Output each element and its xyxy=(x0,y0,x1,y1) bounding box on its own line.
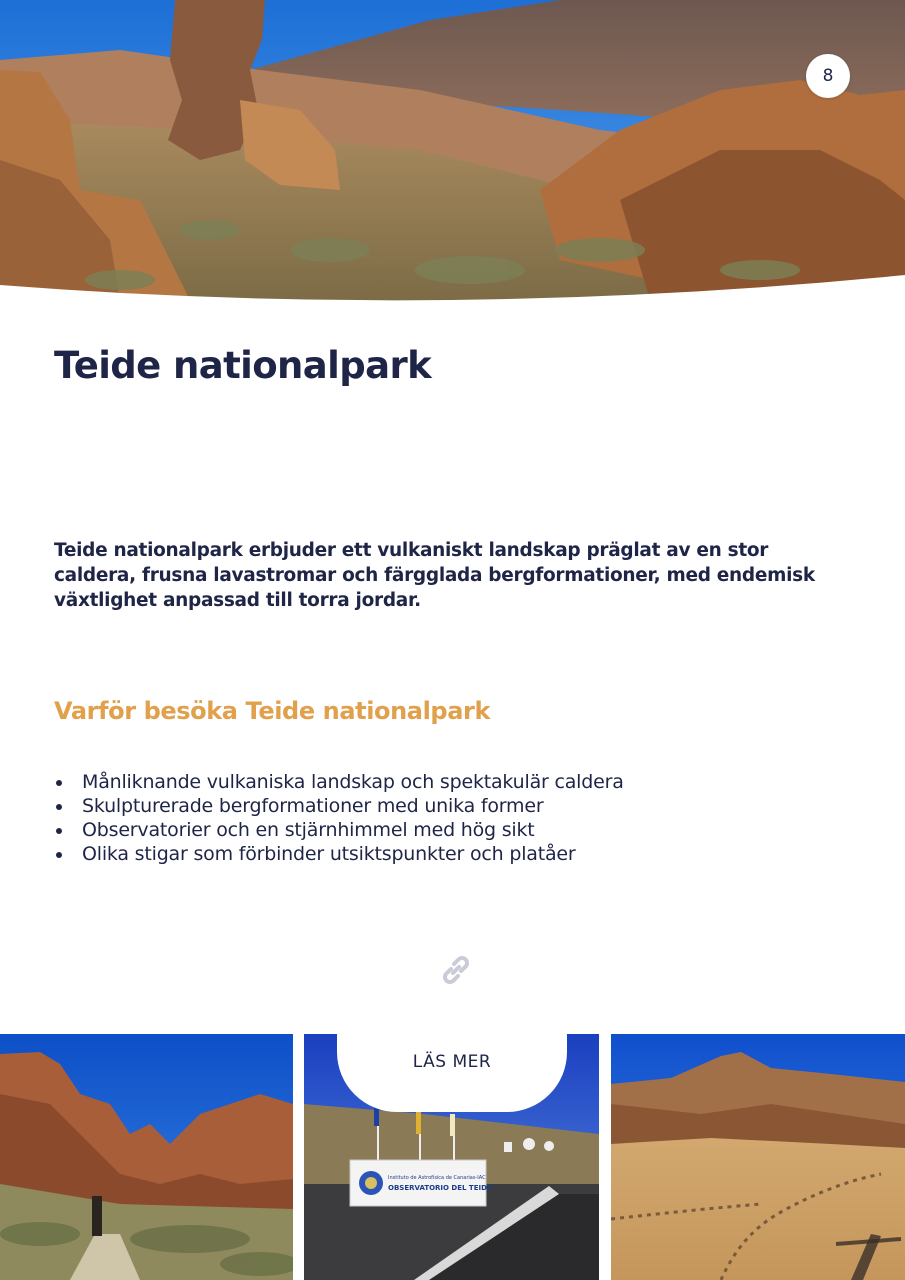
link-icon[interactable] xyxy=(437,951,475,989)
page-title: Teide nationalpark xyxy=(54,344,432,387)
hero-image xyxy=(0,0,905,310)
reasons-list xyxy=(54,770,624,866)
list-item: Observatorier och en stjärnhimmel med hög sikt xyxy=(54,818,624,842)
list-item: Skulpturerade bergformationer med unika former xyxy=(54,794,624,818)
list-item: Månliknande vulkaniska landskap och spektakulär caldera xyxy=(54,770,624,794)
mountain-landscape-photo xyxy=(0,0,905,310)
teide-volcano-photo xyxy=(611,1034,905,1280)
list-item: Olika stigar som förbinder utsiktspunkter och platåer xyxy=(54,842,624,866)
intro-paragraph: Teide nationalpark erbjuder ett vulkaniskt landskap präglat av en stor caldera, frusna lavastromar och färgglada bergformationer, med endemisk växtlighet anpassad till torra jordar. xyxy=(54,540,815,611)
rock-formations-photo xyxy=(0,1034,293,1280)
sign-text-line2: OBSERVATORIO DEL TEIDE xyxy=(388,1184,492,1192)
sign-text-line1: Instituto de Astrofísica de Canarias-IAC xyxy=(388,1175,486,1181)
page-number-badge: 8 xyxy=(806,54,850,98)
read-more-link[interactable]: LÄS MER xyxy=(337,1020,567,1112)
section-subtitle: Varför besöka Teide nationalpark xyxy=(54,697,491,725)
